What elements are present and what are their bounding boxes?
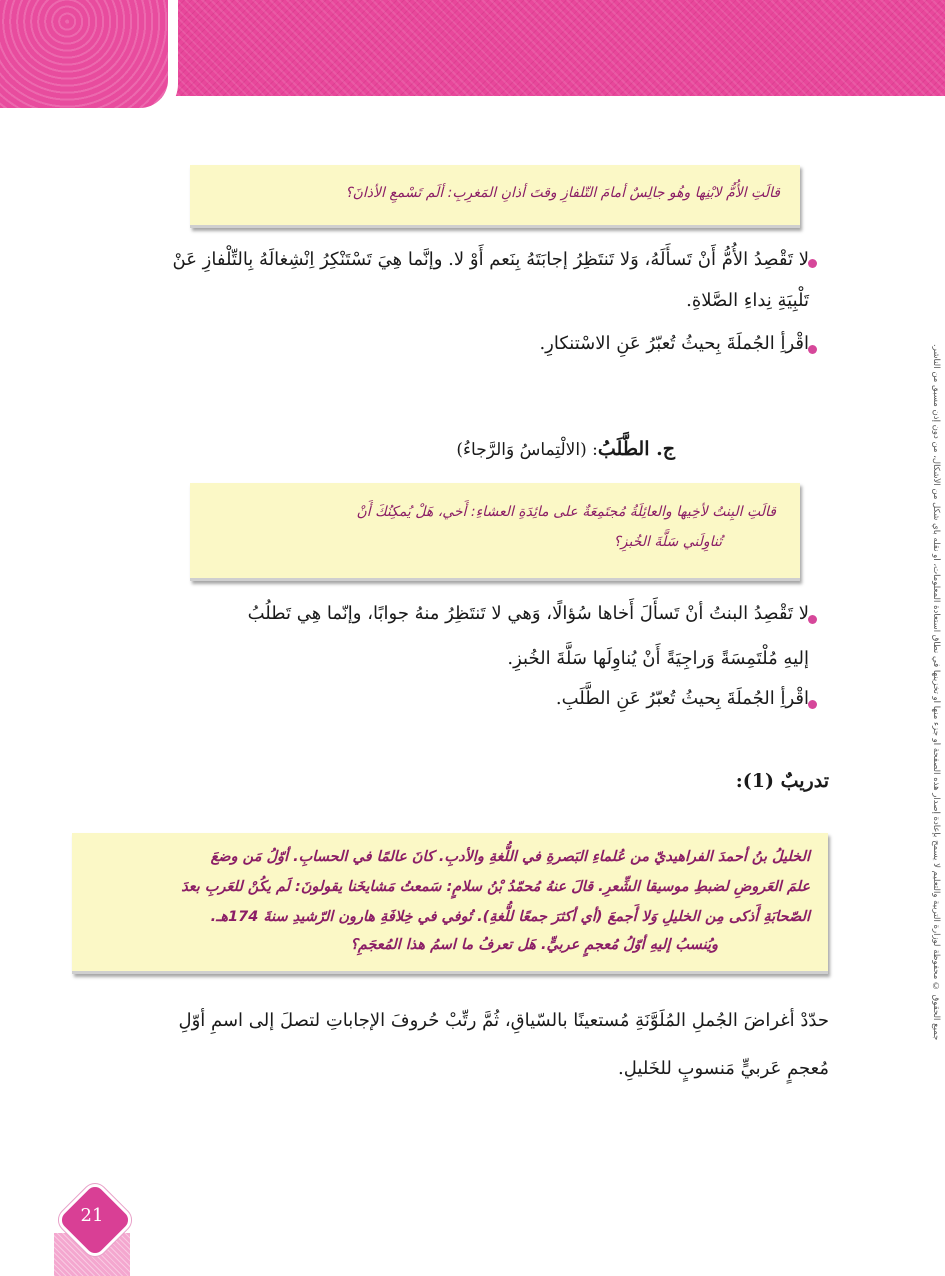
exercise-text-line: علمَ العَروضِ لضبطِ موسيقا الشِّعرِ. قالَ عنهُ مُحمّدُ بْنُ سلامٍ: سَمعتُ مَشايخَنا يقولونَ: لَم يكُنْ للعَربِ بعدَ bbox=[181, 879, 810, 895]
example-box-istinkar bbox=[190, 165, 800, 228]
exercise-instruction-line: مُعجمٍ عَربيٍّ مَنسوبٍ للخَليلِ. bbox=[618, 1058, 829, 1079]
section-heading bbox=[456, 438, 675, 460]
instruction-line: اقْرأِ الجُملَةَ بِحيثُ تُعبّرُ عَنِ الطَّلَبِ. bbox=[555, 688, 809, 709]
example-text: قالَتِ الأُمُّ لابْنِها وهُو جالِسٌ أمامَ التّلفازِ وقتَ أذانِ المَغرِبِ: ألَم تَسْمعِ الأذانَ؟ bbox=[345, 185, 780, 201]
header-corner-tab bbox=[0, 0, 178, 118]
section-letter: ج. bbox=[656, 438, 675, 460]
exercise-text-line: الصّحابَةِ أَذكى مِن الخليلِ وَلا أَجمعَ (أي أكثرَ جمعًا للُّغةِ). تُوفي في خِلافَةِ هارون الرّشيدِ سنةَ 174هـ. bbox=[210, 909, 810, 925]
exercise-text-box bbox=[72, 833, 828, 974]
exercise-heading: تدريبٌ (1): bbox=[735, 770, 829, 792]
explanation-line: لا تَقْصِدُ الأُمُّ أَنْ تَسأَلَهُ، وَلا تَنتَظِرُ إجابَتَهُ بِنَعم أَوْ لا. وإنَّما هِيَ تَسْتَنْكِرُ اِنْشِغالَهُ بِالتِّلْفازِ عَنْ bbox=[172, 249, 809, 270]
copyright-side-note: جميع الحقوق © محفوظة لوزارة التربية والتعليم لا يسمح بإعادة إصدار هذه الصفحة أو جزء منها أو تخزينها في نطاق استعادة المعلومات، أو نقله بأي شكل من الأشكال، من دون إذن مسبق من الناشر. bbox=[931, 343, 941, 1040]
explanation-line: إليهِ مُلْتَمِسَةً وَراجِيَةً أَنْ يُناوِلَها سَلَّةَ الخُبزِ. bbox=[507, 648, 809, 669]
example-text: تُناوِلَني سَلَّةَ الخُبزِ؟ bbox=[613, 534, 722, 550]
header-corner-pattern bbox=[0, 0, 168, 108]
section-title: الطَّلَبُ bbox=[597, 438, 650, 460]
exercise-instruction-line: حدّدْ أغراضَ الجُملِ المُلَوَّنَةِ مُستعينًا بالسّياقِ، ثُمَّ رتِّبْ حُروفَ الإجاباتِ لتصلَ إلى اسمِ أوّلِ bbox=[178, 1010, 829, 1031]
bullet-icon bbox=[808, 700, 817, 709]
bullet-icon bbox=[808, 259, 817, 268]
example-box-talab bbox=[190, 483, 800, 581]
explanation-line: تَلْبِيَةِ نِداءِ الصَّلاةِ. bbox=[686, 290, 809, 311]
section-subtitle: : (الالْتِماسُ وَالرَّجاءُ) bbox=[456, 440, 598, 460]
bullet-icon bbox=[808, 345, 817, 354]
exercise-text-line: ويُنسبُ إليهِ أوّلُ مُعجمٍ عربيٍّ. هَل تعرفُ ما اسمُ هذا المُعجَمِ؟ bbox=[350, 937, 718, 953]
example-text: قالَتِ البِنتُ لأخِيها والعائِلَةُ مُجتَمِعَةٌ على مائِدَةِ العشاءِ: أَخي، هَلْ يُمكِنُكَ أَنْ bbox=[356, 504, 776, 520]
page-number-badge bbox=[54, 1181, 130, 1276]
page-number: 21 bbox=[80, 1205, 104, 1226]
instruction-line: اقْرأِ الجُملَةَ بِحيثُ تُعبّرُ عَنِ الاسْتنكارِ. bbox=[539, 333, 809, 354]
explanation-line: لا تَقْصِدُ البنتُ أنْ تَسأَلَ أَخاها سُؤالًا، وَهي لا تَنتَظِرُ منهُ جوابًا، وإنّما هِي تَطلُبُ bbox=[247, 603, 809, 624]
bullet-icon bbox=[808, 615, 817, 624]
exercise-text-line: الخليلُ بنُ أحمدَ الفراهيديّ من عُلماءِ البَصرةِ في اللُّغةِ والأدبِ. كانَ عالمًا في الحسابِ. أوّلُ مَن وضعَ bbox=[210, 849, 810, 865]
